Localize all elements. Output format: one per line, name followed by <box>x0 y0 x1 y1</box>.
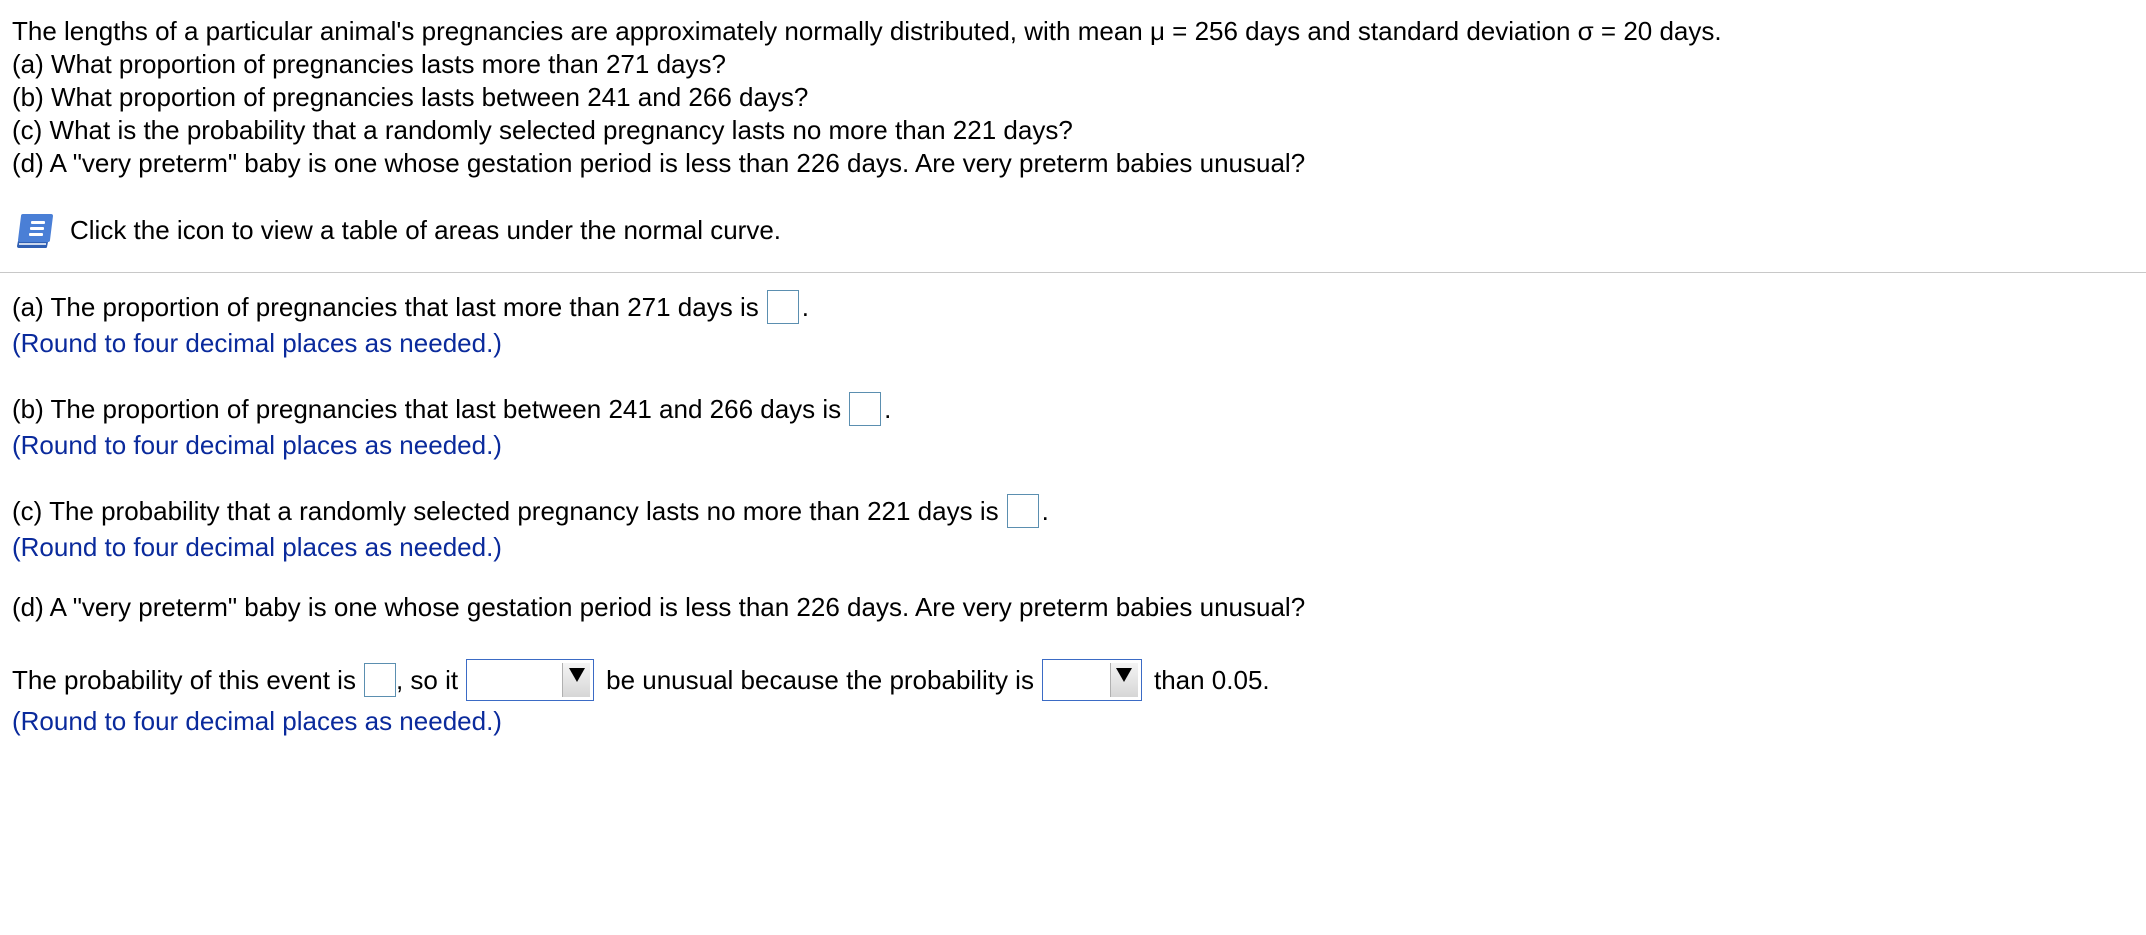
problem-part-d: (d) A "very preterm" baby is one whose gestation period is less than 226 days. Are very preterm babies unusual? <box>12 148 1306 178</box>
chevron-down-icon <box>1110 663 1138 697</box>
answer-part-d-question <box>12 589 1305 625</box>
normal-table-link <box>14 210 781 250</box>
answer-c-period: . <box>1041 495 1049 526</box>
answer-a-prompt: (a) The proportion of pregnancies that last more than 271 days is <box>12 291 759 322</box>
answer-d-threshold: than 0.05. <box>1153 664 1270 695</box>
section-divider <box>0 272 2146 273</box>
answer-c-hint: (Round to four decimal places as needed.) <box>12 532 502 562</box>
answer-c-prompt: (c) The probability that a randomly selected pregnancy lasts no more than 221 days is <box>12 495 999 526</box>
answer-b-input[interactable] <box>849 392 881 426</box>
answer-a-input[interactable] <box>767 290 799 324</box>
unusual-dropdown[interactable] <box>466 659 594 701</box>
answer-d-because: be unusual because the probability is <box>606 664 1034 695</box>
answer-a-period: . <box>801 291 809 322</box>
answer-part-c <box>12 493 1049 565</box>
answer-d-question: (d) A "very preterm" baby is one whose gestation period is less than 226 days. Are very preterm babies unusual? <box>12 591 1306 622</box>
problem-statement <box>12 15 1722 180</box>
problem-part-b: (b) What proportion of pregnancies lasts between 241 and 266 days? <box>12 82 809 112</box>
answer-b-period: . <box>884 393 892 424</box>
answer-part-d <box>12 659 1270 739</box>
answer-b-hint: (Round to four decimal places as needed.) <box>12 430 502 460</box>
answer-d-hint: (Round to four decimal places as needed.) <box>12 706 502 736</box>
answer-d-prompt: The probability of this event is <box>12 664 356 695</box>
answer-d-so-it: , so it <box>395 664 459 695</box>
problem-part-c: (c) What is the probability that a randomly selected pregnancy lasts no more than 221 days? <box>12 115 1073 145</box>
answer-b-prompt: (b) The proportion of pregnancies that last between 241 and 266 days is <box>12 393 842 424</box>
problem-part-a: (a) What proportion of pregnancies lasts more than 271 days? <box>12 49 726 79</box>
unusual-dropdown-value <box>467 660 562 700</box>
answer-d-input[interactable] <box>364 663 396 697</box>
problem-stem: The lengths of a particular animal's pregnancies are approximately normally distributed, with mean μ = 256 days and standard deviation σ = 20 days. <box>12 16 1722 46</box>
book-icon[interactable] <box>14 210 56 250</box>
answer-part-a <box>12 289 809 361</box>
comparison-dropdown-value <box>1043 660 1110 700</box>
answer-c-input[interactable] <box>1007 494 1039 528</box>
answer-part-b <box>12 391 891 463</box>
answer-a-hint: (Round to four decimal places as needed.) <box>12 328 502 358</box>
comparison-dropdown[interactable] <box>1042 659 1142 701</box>
chevron-down-icon <box>562 663 590 697</box>
table-link-text: Click the icon to view a table of areas under the normal curve. <box>70 214 782 245</box>
